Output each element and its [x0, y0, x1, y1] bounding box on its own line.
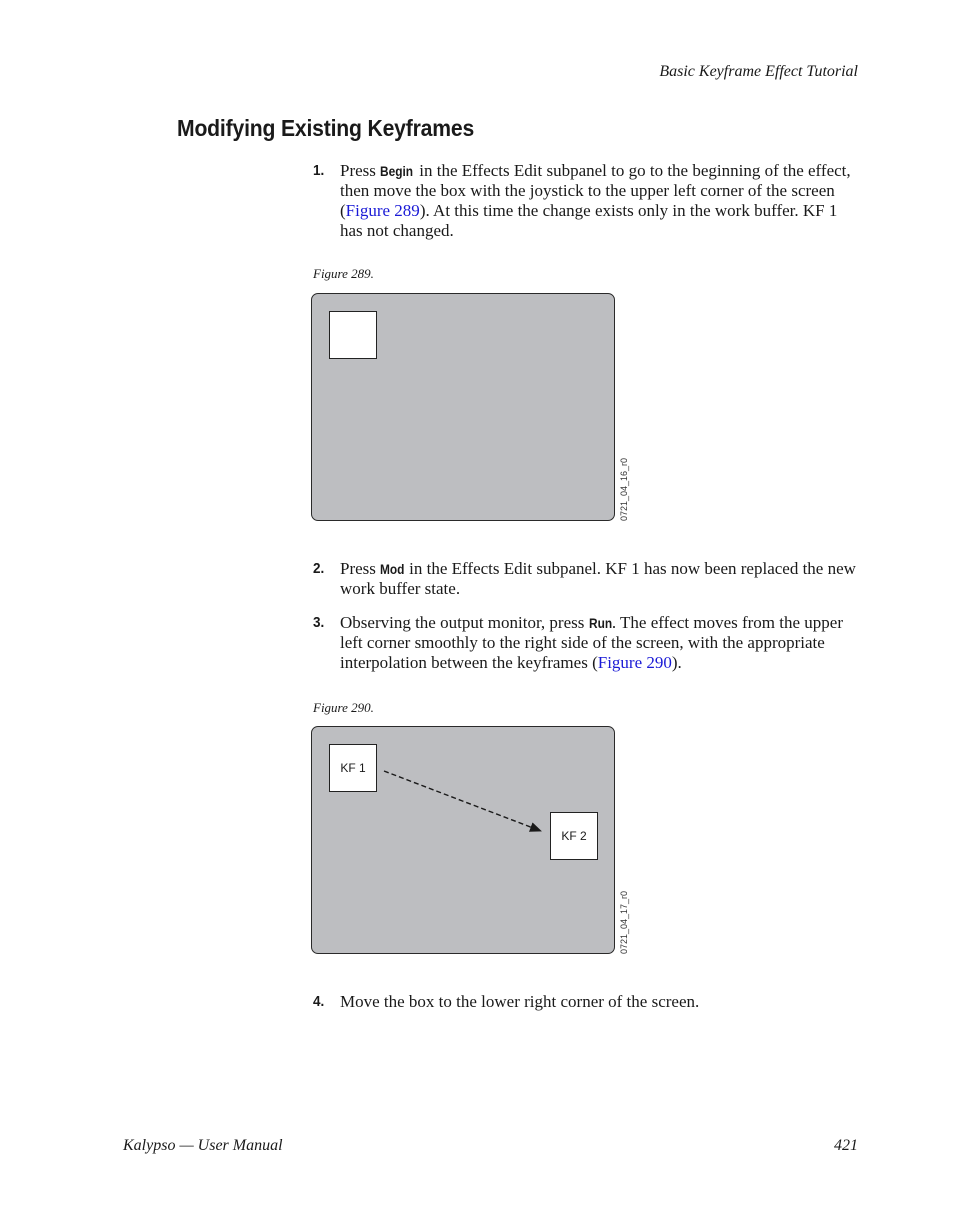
kf2-label: KF 2 [561, 829, 587, 843]
figure-289-caption: Figure 289. [313, 266, 374, 281]
figure-289-monitor [311, 293, 615, 521]
step-text: Press Mod in the Effects Edit subpanel. KF 1 has now been replaced the new work buffer state. [340, 559, 856, 598]
figure-290-code: 0721_04_17_r0 [619, 890, 629, 954]
button-name-mod: Mod [380, 561, 405, 577]
motion-path-arrow [312, 727, 614, 953]
step-3 [313, 613, 863, 673]
step-number: 3. [313, 614, 325, 631]
step-number: 1. [313, 162, 325, 179]
figure-290-monitor [311, 726, 615, 954]
figure-289-code: 0721_04_16_r0 [619, 457, 629, 521]
step-2 [313, 559, 863, 599]
running-header: Basic Keyframe Effect Tutorial [659, 63, 858, 80]
step-1 [313, 161, 863, 241]
button-name-begin: Begin [380, 163, 414, 179]
step-4 [313, 992, 863, 1012]
step-text: Move the box to the lower right corner of the screen. [340, 992, 700, 1011]
step-text: Press Begin in the Effects Edit subpanel to go to the beginning of the effect, then move the box with the joystick to the upper left corner of the screen (Figure 289). At this time the change exists only in the work buffer. KF 1 has not changed. [340, 161, 851, 240]
step-text: Observing the output monitor, press Run. The effect moves from the upper left corner smoothly to the right side of the screen, with the appropriate interpolation between the keyframes (Figure 290). [340, 613, 843, 672]
step-number: 2. [313, 560, 325, 577]
section-title: Modifying Existing Keyframes [177, 115, 475, 141]
button-name-run: Run [588, 615, 612, 631]
figure-290-link[interactable]: Figure 290 [597, 653, 672, 672]
kf1-label: KF 1 [340, 761, 366, 775]
page-number: 421 [834, 1137, 858, 1154]
footer-manual-title: Kalypso — User Manual [123, 1137, 283, 1154]
figure-289-link[interactable]: Figure 289 [345, 201, 420, 220]
figure-290-caption: Figure 290. [313, 700, 374, 715]
kf-box [329, 311, 377, 359]
step-number: 4. [313, 993, 325, 1010]
